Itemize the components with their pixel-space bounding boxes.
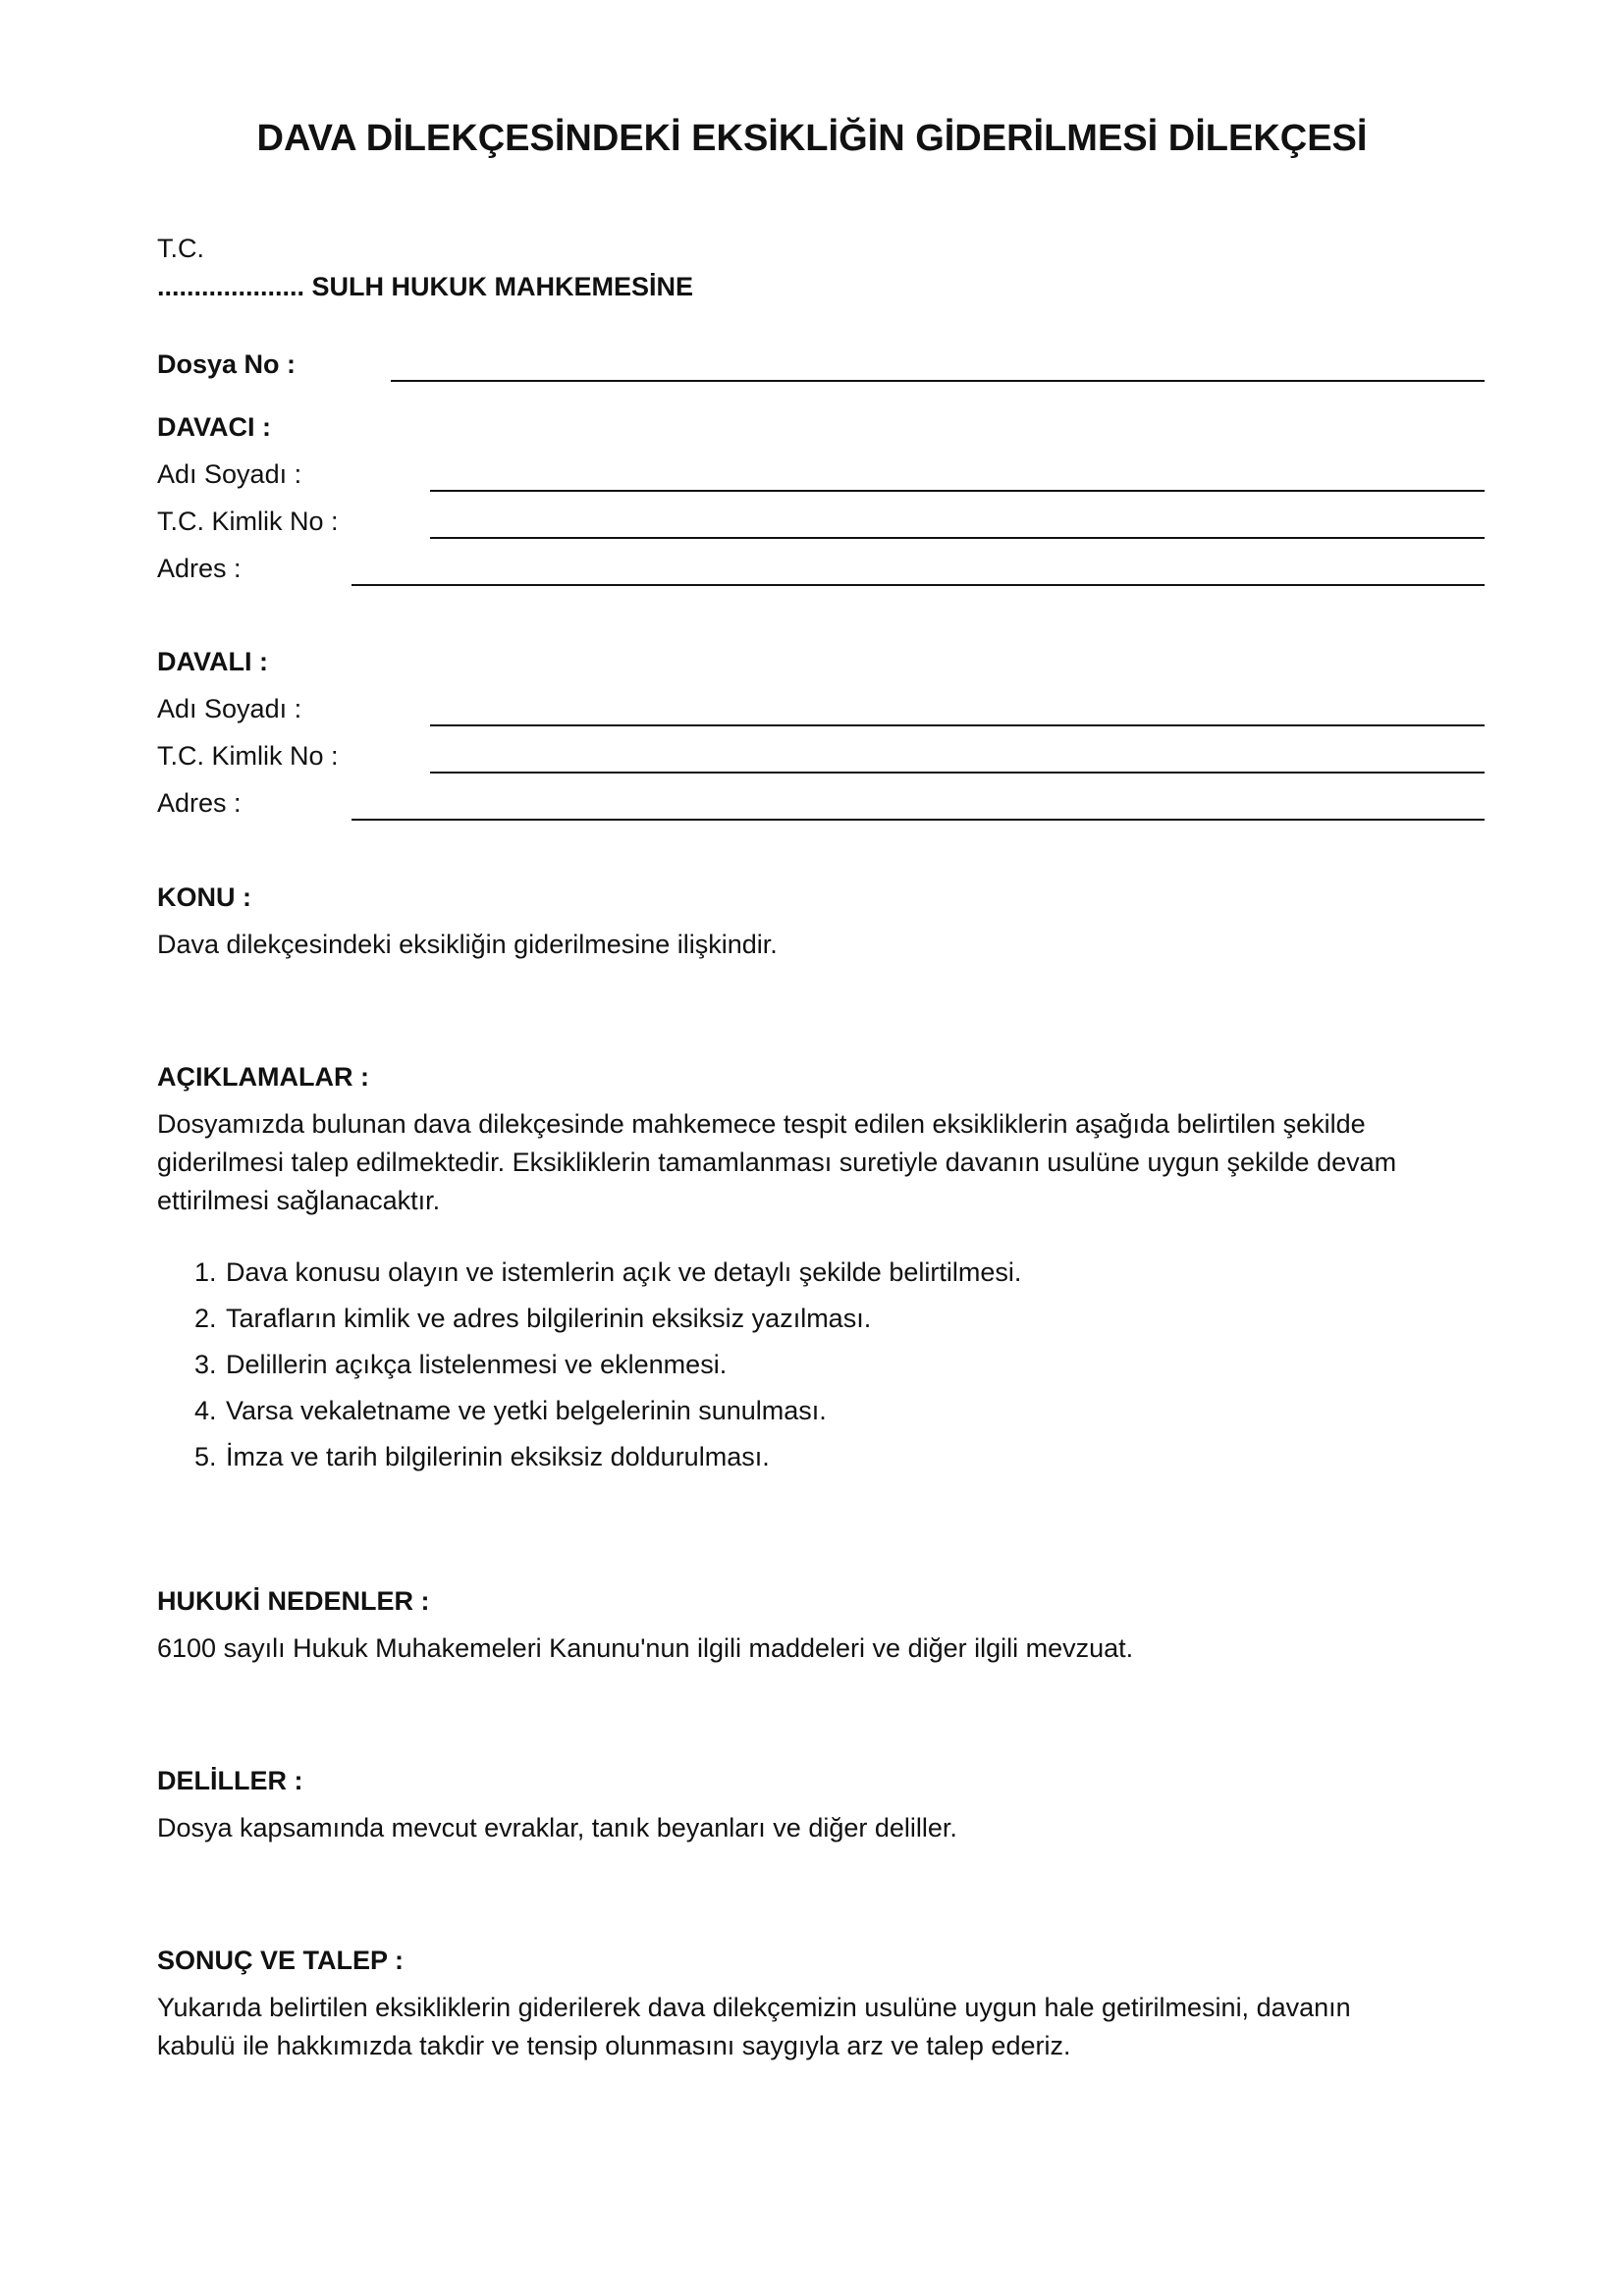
sonuc-line-2: kabulü ile hakkımızda takdir ve tensip olunmasını saygıyla arz ve talep ederiz. — [157, 2031, 1071, 2060]
list-item-text: Tarafların kimlik ve adres bilgilerinin eksiksiz yazılması. — [226, 1304, 872, 1333]
davaci-address-line — [352, 584, 1485, 586]
list-item-text: Dava konusu olayın ve istemlerin açık ve detaylı şekilde belirtilmesi. — [226, 1257, 1022, 1287]
deliller-text: Dosya kapsamında mevcut evraklar, tanık beyanları ve diğer deliller. — [157, 1813, 957, 1842]
list-item-number: 5. — [194, 1442, 217, 1471]
davali-address-label: Adres : — [157, 788, 242, 818]
sonuc-line-1: Yukarıda belirtilen eksikliklerin giderilerek dava dilekçemizin usulüne uygun hale getirilmesini, davanın — [157, 1993, 1351, 2022]
davaci-heading: DAVACI : — [157, 412, 271, 442]
hukuki-nedenler-text: 6100 sayılı Hukuk Muhakemeleri Kanunu'nun ilgili maddeleri ve diğer ilgili mevzuat. — [157, 1633, 1134, 1663]
davaci-address-label: Adres : — [157, 554, 242, 583]
list-item — [157, 1440, 1021, 1486]
aciklamalar-line-2: giderilmesi talep edilmektedir. Eksikliklerin tamamlanması suretiyle davanın usulüne uygun şekilde devam — [157, 1148, 1397, 1177]
list-item-number: 4. — [194, 1396, 217, 1425]
davali-id-line — [430, 772, 1485, 774]
eksiklik-list — [157, 1255, 1021, 1486]
dosya-no-label: Dosya No : — [157, 349, 297, 379]
list-item-text: Varsa vekaletname ve yetki belgelerinin sunulması. — [226, 1396, 827, 1425]
aciklamalar-heading: AÇIKLAMALAR : — [157, 1062, 369, 1092]
list-item — [157, 1394, 1021, 1440]
list-item-text: İmza ve tarih bilgilerinin eksiksiz doldurulması. — [226, 1442, 770, 1471]
aciklamalar-line-1: Dosyamızda bulunan dava dilekçesinde mahkemece tespit edilen eksikliklerin aşağıda belirtilen şekilde — [157, 1109, 1366, 1139]
court-name: .................... SULH HUKUK MAHKEMESİNE — [157, 272, 694, 301]
davaci-id-label: T.C. Kimlik No : — [157, 507, 339, 536]
davali-address-line — [352, 819, 1485, 821]
davaci-id-line — [430, 537, 1485, 539]
aciklamalar-line-3: ettirilmesi sağlanacaktır. — [157, 1186, 441, 1215]
sonuc-heading: SONUÇ VE TALEP : — [157, 1946, 405, 1975]
list-item-number: 1. — [194, 1257, 217, 1287]
list-item-number: 3. — [194, 1350, 217, 1379]
davaci-name-line — [430, 490, 1485, 492]
deliller-heading: DELİLLER : — [157, 1766, 303, 1795]
hukuki-nedenler-heading: HUKUKİ NEDENLER : — [157, 1586, 430, 1616]
tc-label: T.C. — [157, 234, 205, 263]
list-item-text: Delillerin açıkça listelenmesi ve eklenmesi. — [226, 1350, 728, 1379]
davaci-name-label: Adı Soyadı : — [157, 459, 302, 489]
konu-heading: KONU : — [157, 882, 251, 912]
list-item-number: 2. — [194, 1304, 217, 1333]
dosya-no-line — [391, 380, 1485, 382]
davali-name-label: Adı Soyadı : — [157, 694, 302, 723]
davali-id-label: T.C. Kimlik No : — [157, 741, 339, 771]
davali-name-line — [430, 724, 1485, 726]
list-item — [157, 1255, 1021, 1302]
list-item — [157, 1302, 1021, 1348]
konu-text: Dava dilekçesindeki eksikliğin giderilmesine ilişkindir. — [157, 930, 778, 959]
document-title: DAVA DİLEKÇESİNDEKİ EKSİKLİĞİN GİDERİLMESİ DİLEKÇESİ — [256, 118, 1368, 159]
list-item — [157, 1348, 1021, 1394]
davali-heading: DAVALI : — [157, 647, 268, 676]
